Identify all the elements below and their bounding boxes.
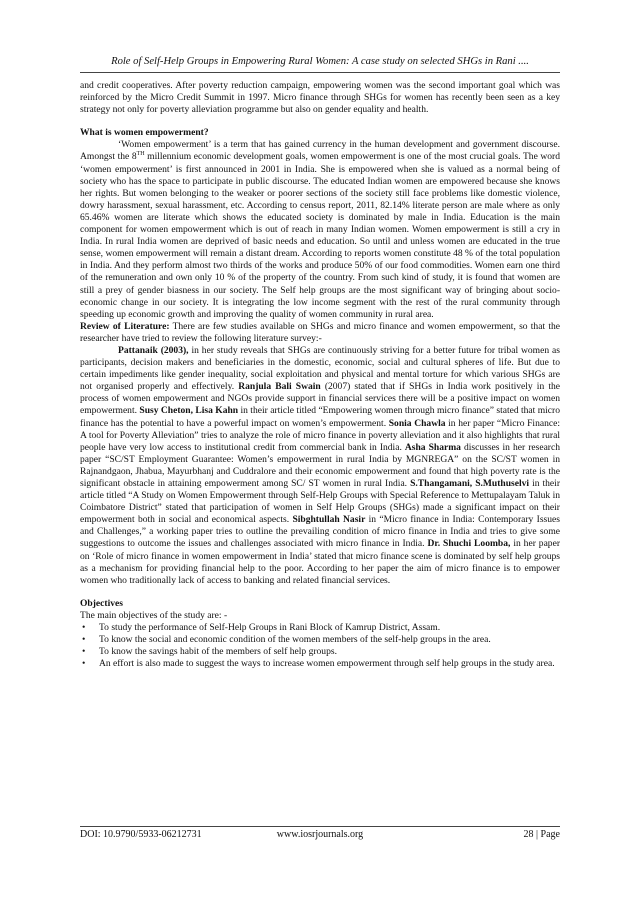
list-item-text: To study the performance of Self-Help Groups in Rani Block of Kamrup District, Assam. (99, 622, 441, 634)
objectives-list (80, 622, 560, 670)
bullet-icon: • (82, 658, 86, 670)
review-text: (2007) stated that if SHGs in India work positively in the process of women empowerment and NGOs provide support in financial services there will be a positive impact on women empowerment. (80, 381, 560, 417)
section-heading-women-empowerment: What is women empowerment? (80, 127, 209, 139)
paragraph-text: ‘Women empowerment’ is a term that has gained currency in the human development and government discourse. Amongst the 8 (80, 139, 560, 163)
list-item (80, 658, 560, 670)
author-name: Asha Sharma (404, 441, 461, 453)
review-intro: There are few studies available on SHGs and micro finance and women empowerment, so that the researcher have tried to review the following literature survey:- (80, 320, 560, 344)
running-header: Role of Self-Help Groups in Empowering Rural Women: A case study on selected SHGs in Rani .... (111, 56, 529, 67)
author-name: Sibghtullah Nasir (292, 514, 366, 526)
bullet-icon: • (82, 634, 86, 646)
footer-divider (80, 826, 560, 827)
author-name: Dr. Shuchi Loomba, (427, 538, 511, 550)
list-item (80, 634, 560, 646)
list-item-text: To know the social and economic condition of the women members of the self-help groups in the area. (99, 634, 491, 646)
review-text: in their article titled “Empowering women through micro finance” stated that micro finance has the potential to have a powerful impact on women’s empowerment. (80, 405, 560, 429)
page-body (80, 80, 560, 670)
list-item-text: To know the savings habit of the members of self help groups. (99, 646, 337, 658)
author-name: Susy Cheton, Lisa Kahn (139, 405, 239, 417)
paragraph-text: millennium economic development goals, women empowerment is one of the most crucial goals. The word ‘women empowerment’ is first announced in 2001 in India. She is empowered when she is valued as a normal being of society who has the space to participate in public discourse. The educated Indian women are empowered because she knows her rights. But women belonging to the weaker or poorer sections of the society still face problems like domestic violence, dowry harassment, sexual harassment, etc. According to census report, 2011, 82.14% literate person are male where as only 65.46% women are literate which shows the educated society is dominated by male in India. Education is the main component for women empowerment which is out of reach in many Indian women. Women empowerment is still a cry in India. In rural India women are deprived of basic needs and education. So until and unless women are educated in the true sense, women empowerment will remain a distant dream. According to reports women constitute 48 % of the total population in India. And they perform almost two thirds of the works and produce 50% of our food commodities. Women earn one third of the remuneration and own only 10 % of the property of the country. From such kind of study, it is found that women are still a prey of gender biasness in our society. The Self help groups are the most significant way of bringing about socio-economic change in our society. It is integrating the low income segment with the rest of the rural community through speeding up economic growth and improving the quality of women community in rural area. (80, 151, 560, 320)
list-item (80, 646, 560, 658)
review-text: in their article titled “A Study on Women Empowerment through Self-Help Groups with Special Reference to Mettupalayam Taluk in Coimbatore District” stated that participation of women in Self Help Groups (SHGs) made a significant impact on their empowerment both in social and economical aspects. (80, 478, 561, 526)
literature-review-paragraph (80, 345, 560, 587)
review-text: in her paper “Micro Finance: A tool for Poverty Alleviation” tries to analyze the role of micro finance in poverty alleviation and it also highlights that rural people have very low access to institutional credit from commercial bank in India. (80, 417, 560, 453)
list-item (80, 622, 560, 634)
author-name: Pattanaik (2003), (118, 344, 189, 356)
superscript: TH (136, 151, 145, 158)
list-item-text: An effort is also made to suggest the ways to increase women empowerment through self help groups in the study area. (99, 658, 555, 670)
bullet-icon: • (82, 646, 86, 658)
author-name: S.Thangamani, S.Muthuselvi (410, 478, 530, 489)
page-footer (80, 829, 560, 843)
section-heading-objectives: Objectives (80, 597, 123, 609)
women-empowerment-paragraph (80, 139, 560, 320)
section-heading-review: Review of Literature: (80, 320, 170, 332)
author-name: Ranjula Bali Swain (238, 381, 321, 393)
header-divider (80, 72, 560, 73)
footer-website-link[interactable]: www.iosrjournals.org (276, 829, 364, 840)
review-text: in “Micro finance in India: Contemporary Issues and Challenges,” a working paper tries to outline the prevailing condition of micro finance in India and tries to give some suggestions to outcome the issues and challenges associated with micro finance in India. (80, 514, 560, 550)
review-text: in her paper on ‘Role of micro finance in women empowerment in India’ stated that micro finance scene is dominated by self help groups as a mechanism for providing financial help to the poor. According to her paper the aim of micro finance is to empower women who traditionally lack of access to banking and related financial services. (80, 538, 561, 586)
bullet-icon: • (82, 622, 86, 634)
intro-paragraph: and credit cooperatives. After poverty reduction campaign, empowering women was the second important goal which was reinforced by the Micro Credit Summit in 1997. Micro finance through SHGs for women has recently been seen as a key strategy not only for poverty alleviation programme but also on gender equality and health. (80, 80, 560, 116)
objectives-intro: The main objectives of the study are: - (80, 609, 228, 621)
review-paragraph (80, 321, 560, 345)
author-name: Sonia Chawla (388, 417, 446, 429)
footer-doi: DOI: 10.9790/5933-06212731 (80, 829, 202, 840)
review-text: in her study reveals that SHGs are continuously striving for a better future for tribal women as participants, decision makers and beneficiaries in the domestic, economic, social and cultural spheres of life. But due to certain impediments like gender inequality, social exploitation and physical and mental torture for which various SHGs are not organised properly and effectively. (80, 344, 560, 393)
review-text: discusses in her research paper “SC/ST Employment Guarantee: Women’s empowerment in rural India by MGNREGA” on the SC/ST women in Rajnandgaon, Jhabua, Mayurbhanj and Cuddralore and their economic empowerment and found that high poverty rate is the significant obstacle in attaining empowerment among SC/ ST women in rural India. (80, 441, 560, 489)
footer-page-number: 28 | Page (523, 829, 560, 840)
